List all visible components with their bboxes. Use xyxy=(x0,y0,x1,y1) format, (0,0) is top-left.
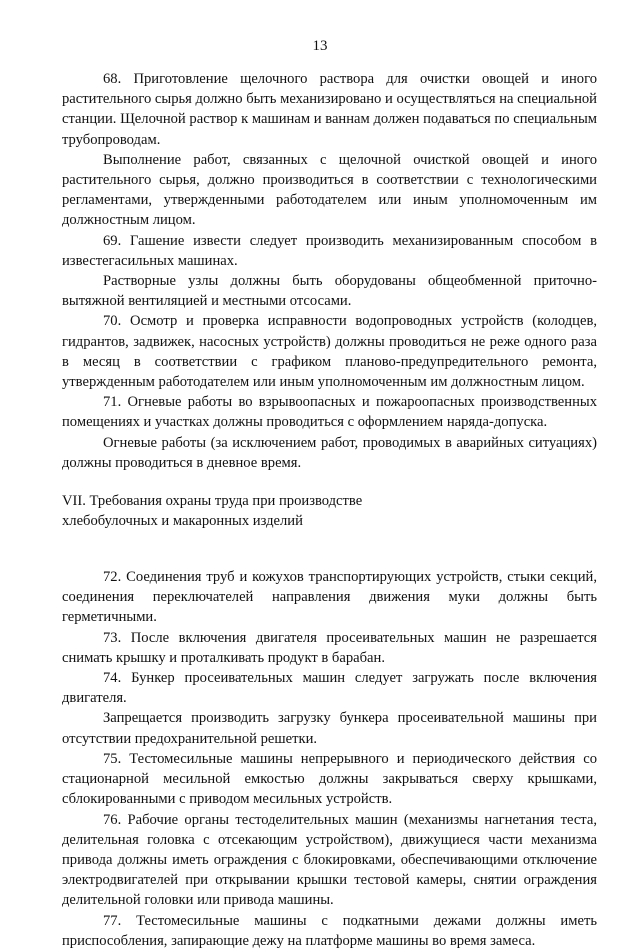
paragraph-77: 77. Тестомесильные машины с подкатными дежами должны иметь приспособления, запирающие дежу на платформе машины во время замеса. xyxy=(62,912,597,949)
section-heading xyxy=(62,491,597,531)
section-heading-line-2: хлебобулочных и макаронных изделий xyxy=(62,513,303,530)
paragraph-73: 73. После включения двигателя просеивательных машин не разрешается снимать крышку и проталкивать продукт в барабан. xyxy=(62,629,597,666)
paragraph-69-continued: Растворные узлы должны быть оборудованы общеобменной приточно-вытяжной вентиляцией и местными отсосами. xyxy=(62,273,597,310)
paragraph-72: 72. Соединения труб и кожухов транспортирующих устройств, стыки секций, соединения переключателей направления движения муки должны быть герметичными. xyxy=(62,569,597,626)
paragraph-76: 76. Рабочие органы тестоделительных машин (механизмы нагнетания теста, делительная головка с отсекающим устройством), движущиеся части механизма привода должны иметь ограждения с блокировками, обеспечивающими отключение электродвигателей при открывании крышки тестовой камеры, снятии ограждения делительной головки или привода машины. xyxy=(62,811,597,909)
paragraph-75: 75. Тестомесильные машины непрерывного и периодического действия со стационарной месильной емкостью должны закрываться сверху крышками, сблокированными с приводом месильных устройств. xyxy=(62,750,597,808)
page-content xyxy=(62,69,597,951)
paragraph-68: 68. Приготовление щелочного раствора для очистки овощей и иного растительного сырья должно быть механизировано и осуществляться на специальной станции. Щелочной раствор к машинам и ваннам должен подаваться по специальным трубопроводам. xyxy=(62,71,597,148)
paragraph-69: 69. Гашение извести следует производить механизированным способом в известегасильных машинах. xyxy=(62,232,597,269)
section-heading-line-1: VII. Требования охраны труда при производстве xyxy=(62,493,363,510)
paragraph-68-continued: Выполнение работ, связанных с щелочной очисткой овощей и иного растительного сырья, должно производиться в соответствии с технологическими регламентами, утвержденными работодателем или иным уполномоченным им должностным лицом. xyxy=(62,151,597,229)
paragraph-74-continued: Запрещается производить загрузку бункера просеивательной машины при отсутствии предохранительной решетки. xyxy=(62,710,597,747)
paragraph-71: 71. Огневые работы во взрывоопасных и пожароопасных производственных помещениях и участках должны проводиться с оформлением наряда-допуска. xyxy=(62,394,597,431)
paragraph-71-continued: Огневые работы (за исключением работ, проводимых в аварийных ситуациях) должны проводиться в дневное время. xyxy=(62,434,597,471)
paragraph-70: 70. Осмотр и проверка исправности водопроводных устройств (колодцев, гидрантов, задвижек, насосных устройств) должны проводиться не реже одного раза в месяц в соответствии с графиком планово-предупредительного ремонта, утвержденным работодателем или иным уполномоченным им должностным лицом. xyxy=(62,313,597,391)
paragraph-74: 74. Бункер просеивательных машин следует загружать после включения двигателя. xyxy=(62,670,597,707)
page-number: 13 xyxy=(312,38,328,54)
